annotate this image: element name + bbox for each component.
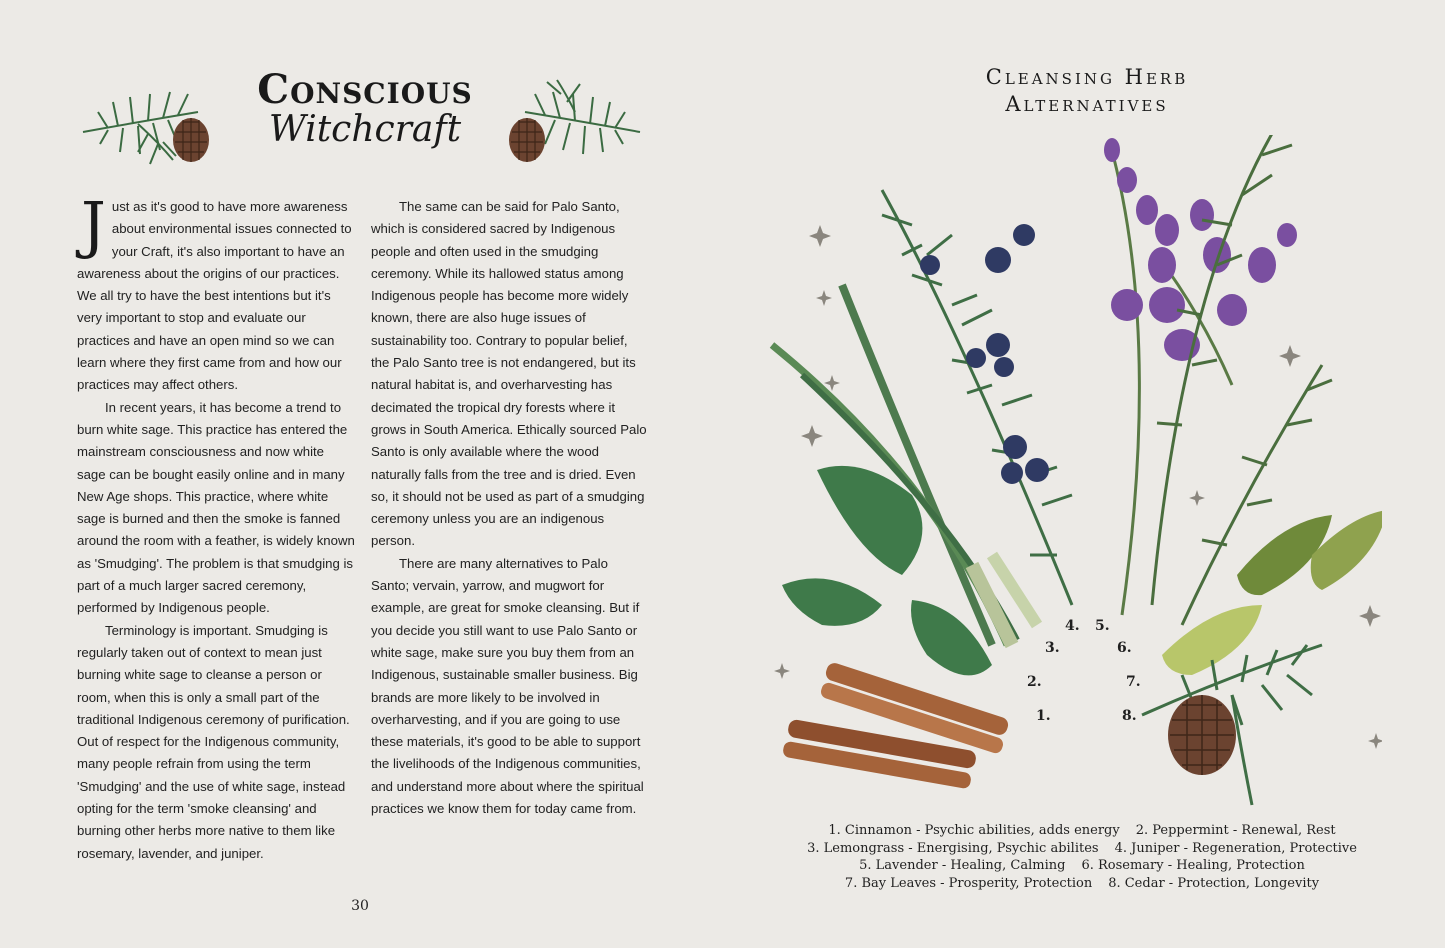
herb-title-line2: Alternatives bbox=[1005, 92, 1169, 116]
herb-number: 8. bbox=[1122, 708, 1137, 724]
cedar-sprig-right-icon bbox=[495, 72, 645, 172]
text-column-2 bbox=[371, 196, 649, 820]
herb-number: 4. bbox=[1065, 618, 1080, 634]
legend-line: 3. Lemongrass - Energising, Psychic abilites 4. Juniper - Regeneration, Protective bbox=[807, 840, 1357, 856]
herb-title-line1: Cleansing Herb bbox=[985, 65, 1189, 89]
paragraph: Terminology is important. Smudging is regularly taken out of context to mean just burning white sage to cleanse a person or room, when this is only a small part of the traditional Indigenous ceremony of purification. Out of respect for the Indigenous community, many people refrain from using the term 'Smudging' and the use of white sage, instead opting for the term 'smoke cleansing' and burning other herbs more native to them like rosemary, lavender, and juniper. bbox=[77, 622, 350, 861]
title-block bbox=[240, 66, 490, 150]
page-number: 30 bbox=[351, 898, 369, 914]
juniper-berry-icon bbox=[920, 224, 1049, 484]
cinnamon-sticks bbox=[782, 661, 1010, 789]
herb-number: 1. bbox=[1036, 708, 1051, 724]
title-top: Conscious bbox=[257, 66, 473, 113]
legend-line: 5. Lavender - Healing, Calming 6. Rosemary - Healing, Protection bbox=[859, 858, 1305, 873]
paragraph: In recent years, it has become a trend to burn white sage. This practice has entered the mainstream consciousness and now white sage can be bought easily online and in many New Age shops. This practice, where white sage is burned and then the smoke is fanned around the room with a feather, is widely known as 'Smudging'. The problem is that smudging is part of a much larger sacred ceremony, performed by Indigenous people. bbox=[77, 399, 355, 616]
herb-legend bbox=[762, 822, 1402, 892]
herb-number: 6. bbox=[1117, 640, 1132, 656]
right-page bbox=[722, 0, 1445, 948]
paragraph: Just as it's good to have more awareness about environmental issues connected to your Craft, it's also important to have an awareness about the origins of our practices. We all try to have the best intentions but it's very important to stop and evaluate our practices and have an open mind so we can learn where they first came from and how our practices may affect others. bbox=[77, 188, 352, 393]
left-page bbox=[0, 0, 722, 948]
cedar-sprig-left-icon bbox=[78, 72, 228, 172]
herb-number: 3. bbox=[1045, 640, 1060, 656]
herb-number: 7. bbox=[1126, 674, 1141, 690]
paragraph: There are many alternatives to Palo Santo; vervain, yarrow, and mugwort for example, are great for smoke cleansing. But if you decide you still want to use Palo Santo or white sage, make sure you buy them from an Indigenous, sustainable smaller business. Big brands are more likely to be involved in overharvesting, and if you are going to use these materials, it's good to be able to support the livelihoods of the Indigenous communities, and understand more about where the spiritual practices we know them for today came from. bbox=[371, 555, 644, 817]
herb-illustration bbox=[762, 135, 1382, 815]
herb-number: 5. bbox=[1095, 618, 1110, 634]
legend-line: 1. Cinnamon - Psychic abilities, adds energy 2. Peppermint - Renewal, Rest bbox=[828, 823, 1336, 838]
title-script: Witchcraft bbox=[268, 109, 462, 150]
lavender-flower-icon bbox=[1104, 138, 1297, 361]
legend-line: 7. Bay Leaves - Prosperity, Protection 8. Cedar - Protection, Longevity bbox=[844, 875, 1320, 891]
paragraph: The same can be said for Palo Santo, which is considered sacred by Indigenous people and often used in the smudging ceremony. While its hallowed status among Indigenous people has become more widely known, there are also huge issues of sustainability too. Contrary to popular belief, the Palo Santo tree is not endangered, but its natural habitat is, and overharvesting has decimated the tropical dry forests where it grows in South America. Ethically sourced Palo Santo is only available where the wood naturally falls from the tree and is dried. Even so, it should not be used as part of a smudging ceremony unless you are an indigenous person. bbox=[371, 199, 647, 549]
pinecone-icon bbox=[1168, 695, 1236, 775]
drop-cap: J bbox=[81, 188, 106, 261]
herb-title bbox=[922, 64, 1252, 118]
text-column-1 bbox=[77, 188, 355, 865]
bay-leaves bbox=[1162, 510, 1382, 675]
herb-number: 2. bbox=[1027, 674, 1042, 690]
